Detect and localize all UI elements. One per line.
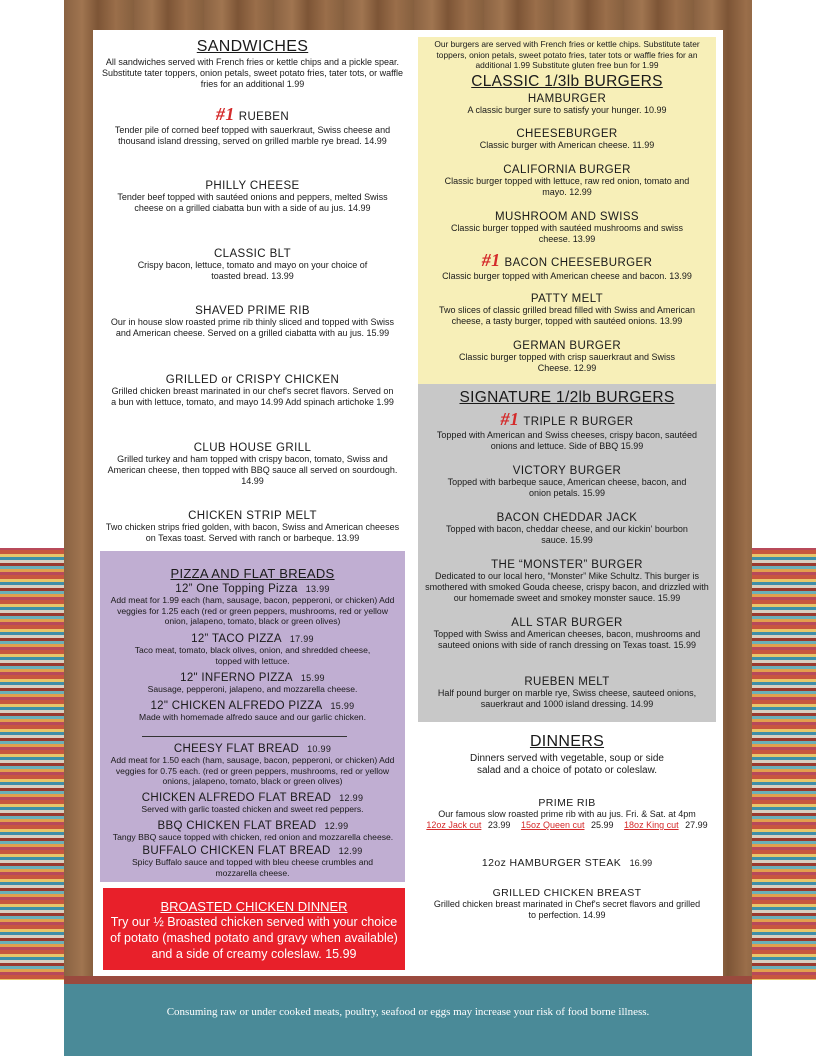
pizza-desc: Sausage, pepperoni, jalapeno, and mozzarella cheese. [147, 684, 358, 694]
sandwiches-title: SANDWICHES [196, 38, 309, 55]
prime-rib-cut: 18oz King cut [624, 820, 679, 830]
flatbread-price: 12.99 [338, 846, 363, 856]
signature-desc: Dedicated to our local hero, “Monster” Mike Schultz. This burger is smothered with smoked Gouda cheese, crispy bacon, and drizzled with our homemade sweet and smokey monster sauce. 15.99 [425, 571, 709, 603]
sandwich-desc: Tender pile of corned beef topped with sauerkraut, Swiss cheese and thousand island dressing, served on grilled marble rye bread. 14.99 [114, 125, 391, 146]
dinner-desc: Our famous slow roasted prime rib with au jus. Fri. & Sat. at 4pm [438, 809, 696, 819]
number-one-badge: #1 [500, 409, 520, 429]
signature-header [418, 389, 716, 407]
signature-desc: Topped with barbeque sauce, American cheese, bacon, and onion petals. 15.99 [447, 477, 687, 498]
sandwich-item [110, 374, 395, 408]
burger-desc: Classic burger topped with lettuce, raw red onion, tomato and mayo. 12.99 [444, 176, 690, 197]
sandwich-name: CHICKEN STRIP MELT [188, 510, 317, 522]
burger-desc: A classic burger sure to satisfy your hunger. 10.99 [467, 105, 667, 115]
burger-item [442, 211, 692, 245]
pizza-name: 12” One Topping Pizza 13.99 [175, 583, 330, 595]
dinners-header [418, 733, 716, 777]
dinner-item-prime-rib [414, 797, 720, 831]
flatbread-desc: Spicy Buffalo sauce and topped with bleu cheese crumbles and mozzarella cheese. [131, 857, 374, 878]
pizza-price: 15.99 [300, 673, 325, 683]
pizza-price: 17.99 [289, 634, 314, 644]
prime-rib-cut-price: 27.99 [685, 820, 708, 830]
sandwich-desc: Two chicken strips fried golden, with bacon, Swiss and American cheeses on Texas toast. Served with ranch or barbeque. 13.99 [105, 522, 400, 543]
flatbread-price: 10.99 [307, 744, 332, 754]
burger-name: #1 BACON CHEESEBURGER [481, 250, 653, 270]
burgers-intro: Our burgers are served with French fries or kettle chips. Substitute tater toppers, onion petals, sweet potato fries, tater tots or waffle fries for an additional 1.99 Substitute gluten free bun for 1.99 [434, 39, 700, 70]
sandwich-name: CLASSIC BLT [213, 248, 292, 260]
dinner-name: PRIME RIB [538, 797, 596, 809]
burger-name: GERMAN BURGER [512, 340, 622, 352]
dinner-desc: Grilled chicken breast marinated in Chef's secret flavors and grilled to perfection. 14.99 [433, 899, 701, 920]
signature-item [420, 559, 714, 604]
burger-item [422, 293, 712, 327]
sandwich-desc: Our in house slow roasted prime rib thinly sliced and topped with Swiss and American cheese. Served on a grilled ciabatta with au jus. 15.99 [110, 317, 395, 338]
flatbread-name: CHICKEN ALFREDO FLAT BREAD 12.99 [141, 792, 364, 804]
signature-desc: Half pound burger on marble rye, Swiss cheese, sauteed onions, sauerkraut and 1000 island dressing. 14.99 [437, 688, 697, 709]
sandwich-item [110, 104, 395, 147]
dinner-item-chicken [432, 887, 702, 921]
signature-item [440, 512, 694, 546]
signature-desc: Topped with American and Swiss cheeses, crispy bacon, sautéed onions and lettuce. Side of BBQ 15.99 [436, 430, 698, 451]
burger-item [422, 93, 712, 116]
sandwich-name: SHAVED PRIME RIB [195, 305, 310, 317]
signature-name: VICTORY BURGER [512, 465, 622, 477]
signature-name: ALL STAR BURGER [511, 617, 623, 629]
flatbread-name: BBQ CHICKEN FLAT BREAD 12.99 [157, 820, 349, 832]
pizza-title: PIZZA AND FLAT BREADS [170, 566, 335, 581]
dinner-item-steak [418, 853, 716, 871]
flatbread-item [105, 743, 400, 787]
sandwich-desc: Grilled turkey and ham topped with crispy bacon, tomato, Swiss and American cheese, then topped with BBQ sauce all served on sourdough. 14.99 [107, 454, 398, 486]
sandwich-item [104, 510, 401, 544]
dinners-intro: Dinners served with vegetable, soup or side salad and a choice of potato or coleslaw. [470, 753, 664, 776]
flatbread-desc: Tangy BBQ sauce topped with chicken, red onion and mozzarella cheese. [112, 832, 394, 842]
pizza-price: 13.99 [305, 584, 330, 594]
page-margin-right [752, 0, 816, 548]
burger-name: HAMBURGER [527, 93, 607, 105]
pizza-item [105, 672, 400, 695]
sandwich-item [130, 248, 375, 282]
dinner-price: 16.99 [629, 858, 653, 868]
dinner-name: GRILLED CHICKEN BREAST [492, 887, 642, 899]
pizza-name: 12” TACO PIZZA 17.99 [191, 633, 314, 645]
sandwich-item [110, 305, 395, 339]
sandwich-name: GRILLED or CRISPY CHICKEN [165, 374, 340, 386]
number-one-badge: #1 [481, 250, 501, 270]
page-margin-left [0, 0, 64, 548]
signature-desc: Topped with bacon, cheddar cheese, and our kickin' bourbon sauce. 15.99 [446, 524, 688, 545]
burger-desc: Classic burger topped with sautéed mushrooms and swiss cheese. 13.99 [450, 223, 684, 244]
burger-name: MUSHROOM AND SWISS [495, 211, 639, 223]
broasted-desc: Try our ½ Broasted chicken served with your choice of potato (mashed potato and gravy when available) and a side of creamy coleslaw. 15.99 [110, 915, 398, 961]
pizza-desc: Taco meat, tomato, black olives, onion, and shredded cheese, topped with lettuce. [134, 645, 371, 666]
pizza-price: 15.99 [330, 701, 355, 711]
flatbread-name: BUFFALO CHICKEN FLAT BREAD 12.99 [142, 845, 363, 857]
signature-name: RUEBEN MELT [524, 676, 610, 688]
food-safety-notice: Consuming raw or under cooked meats, poultry, seafood or eggs may increase your risk of food borne illness. [166, 1006, 650, 1018]
signature-name: THE “MONSTER” BURGER [491, 559, 643, 571]
signature-name: BACON CHEDDAR JACK [496, 512, 638, 524]
sandwich-desc: Grilled chicken breast marinated in our chef's secret flavors. Served on a bun with lettuce, tomato, and mayo 14.99 Add spinach artichoke 1.99 [111, 386, 394, 407]
pizza-divider [142, 736, 347, 737]
dinners-title: DINNERS [529, 733, 605, 750]
burger-desc: Classic burger with American cheese. 11.99 [479, 140, 655, 150]
classic-burgers-header [418, 73, 716, 91]
prime-rib-cut-price: 25.99 [591, 820, 614, 830]
burger-item [452, 340, 682, 374]
prime-rib-cut: 15oz Queen cut [520, 820, 585, 830]
burger-desc: Two slices of classic grilled bread filled with Swiss and American cheese, a tasty burger, topped with sautéed onions. 13.99 [438, 305, 696, 326]
burger-name: CHEESEBURGER [516, 128, 618, 140]
sandwiches-header [100, 38, 405, 90]
broasted-title: BROASTED CHICKEN DINNER [160, 899, 348, 914]
pizza-item [105, 583, 400, 627]
pizza-header [100, 566, 405, 581]
number-one-badge: #1 [215, 104, 235, 124]
signature-item [424, 617, 710, 651]
flatbread-desc: Add meat for 1.50 each (ham, sausage, bacon, pepperoni, or chicken) Add veggies for 0.75 each. (red or green peppers, mushrooms, red or yellow onions, jalapeno, tomato, black or green olives) [110, 755, 395, 786]
classic-burgers-title: CLASSIC 1/3lb BURGERS [471, 73, 663, 90]
dinner-name: 12oz HAMBURGER STEAK [481, 857, 622, 869]
signature-name: #1 TRIPLE R BURGER [500, 409, 634, 429]
flatbread-item [105, 792, 400, 815]
burger-item [422, 128, 712, 151]
signature-item [430, 409, 704, 452]
prime-rib-cut: 12oz Jack cut [426, 820, 482, 830]
prime-rib-cut-price: 23.99 [487, 820, 511, 830]
pizza-item [125, 633, 380, 666]
flatbread-item [102, 820, 404, 843]
signature-item [440, 465, 694, 499]
sandwich-desc: Tender beef topped with sautéed onions and peppers, melted Swiss cheese on a grilled ciabatta bun with a side of au jus. 14.99 [117, 192, 388, 213]
signature-desc: Topped with Swiss and American cheeses, bacon, mushrooms and sauteed onions with side of ranch dressing on Texas toast. 15.99 [433, 629, 701, 650]
signature-title: SIGNATURE 1/2lb BURGERS [459, 389, 675, 406]
burger-name: PATTY MELT [530, 293, 604, 305]
burger-item [422, 250, 712, 282]
sandwiches-intro: All sandwiches served with French fries or kettle chips and a pickle spear. Substitute tater toppers, onion petals, sweet potato fries, tater tots, or waffle fries for an additional 1.99 [102, 57, 403, 89]
burger-item [442, 164, 692, 198]
flatbread-name: CHEESY FLAT BREAD 10.99 [173, 743, 332, 755]
sandwich-item [104, 442, 401, 487]
flatbread-item [115, 845, 390, 878]
sandwich-item [110, 180, 395, 214]
sandwich-name: CLUB HOUSE GRILL [193, 442, 312, 454]
pizza-desc: Add meat for 1.99 each (ham, sausage, bacon, pepperoni, or chicken) Add veggies for 1.25 each (red or green peppers, mushrooms, red or yellow onion, jalapeno, tomato, black or green olives) [110, 595, 395, 626]
signature-item [424, 676, 710, 710]
flatbread-price: 12.99 [324, 821, 349, 831]
prime-rib-cuts [414, 820, 720, 831]
sandwich-name: PHILLY CHEESE [205, 180, 300, 192]
burger-desc: Classic burger topped with crisp sauerkraut and Swiss Cheese. 12.99 [458, 352, 676, 373]
sandwich-name: #1 RUEBEN [215, 104, 290, 124]
broasted-section [103, 888, 405, 970]
footer-stripe [64, 976, 752, 984]
pizza-name: 12" INFERNO PIZZA 15.99 [180, 672, 325, 684]
sandwich-desc: Crispy bacon, lettuce, tomato and mayo on your choice of toasted bread. 13.99 [137, 260, 368, 281]
flatbread-price: 12.99 [339, 793, 364, 803]
flatbread-desc: Served with garlic toasted chicken and sweet red peppers. [141, 804, 364, 814]
pizza-item [105, 700, 400, 723]
pizza-desc: Made with homemade alfredo sauce and our garlic chicken. [139, 712, 366, 722]
burger-name: CALIFORNIA BURGER [503, 164, 631, 176]
pizza-name: 12" CHICKEN ALFREDO PIZZA 15.99 [150, 700, 355, 712]
burger-desc: Classic burger topped with American cheese and bacon. 13.99 [442, 271, 692, 281]
